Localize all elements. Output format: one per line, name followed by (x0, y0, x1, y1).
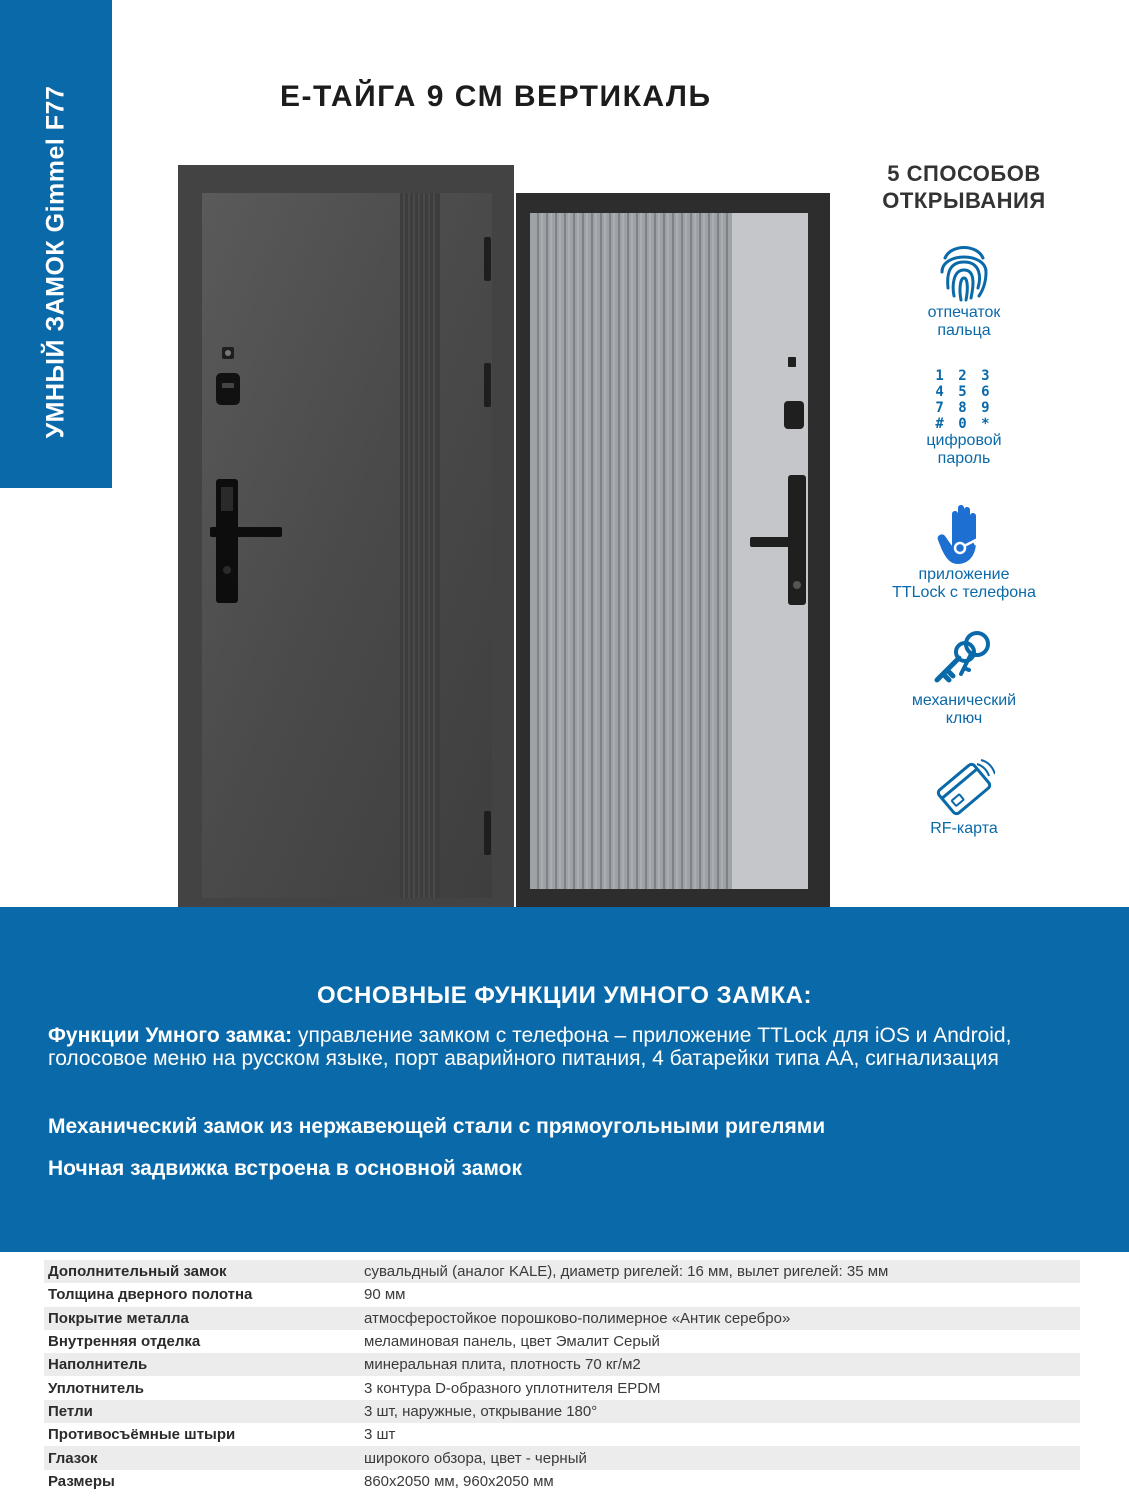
method-label: пароль (937, 450, 991, 467)
method-label: приложение (918, 566, 1010, 583)
spec-label: Дополнительный замок (48, 1263, 227, 1281)
fingerprint-icon (937, 238, 991, 304)
table-row (44, 1446, 1080, 1469)
side-tab (0, 0, 112, 488)
method-label: пальца (937, 322, 991, 339)
method-rf-card (858, 758, 1070, 838)
table-row (44, 1470, 1080, 1493)
inner-door-image (516, 193, 830, 910)
functions-section (0, 907, 1129, 1252)
table-row (44, 1353, 1080, 1376)
table-row (44, 1376, 1080, 1399)
functions-lead: Функции Умного замка: управление замком с телефона – приложение TTLock для iOS и Android, голосовое меню на русском языке, порт аварийного питания, 4 батарейки типа АА, сигнализация (48, 1024, 1012, 1070)
spec-label: Внутренняя отделка (48, 1333, 201, 1351)
method-label: цифровой (926, 432, 1002, 449)
method-label: отпечаток (927, 304, 1001, 321)
spec-value: атмосферостойкое порошково-полимерное «Антик серебро» (364, 1309, 791, 1327)
product-title: Е-ТАЙГА 9 СМ ВЕРТИКАЛЬ (280, 80, 712, 113)
outer-door-image (178, 165, 514, 910)
spec-value: меламиновая панель, цвет Эмалит Серый (364, 1333, 660, 1351)
method-fingerprint (858, 238, 1070, 340)
hand-key-icon (936, 502, 992, 566)
spec-value: 860x2050 мм, 960x2050 мм (364, 1472, 554, 1490)
spec-label: Покрытие металла (48, 1309, 189, 1327)
methods-title: 5 СПОСОБОВ ОТКРЫВАНИЯ (882, 161, 1046, 213)
table-row (44, 1330, 1080, 1353)
specs-table (44, 1260, 1080, 1493)
table-row (44, 1307, 1080, 1330)
functions-night-latch: Ночная задвижка встроена в основной замок (48, 1157, 522, 1180)
method-label: TTLock с телефона (892, 584, 1036, 601)
method-label: ключ (945, 710, 983, 727)
table-row (44, 1283, 1080, 1306)
method-keys (858, 628, 1070, 728)
spec-label: Уплотнитель (48, 1379, 145, 1397)
keypad-icon: 1 2 3 4 5 6 7 8 9 # 0 * (935, 368, 993, 432)
method-label: механический (911, 692, 1017, 709)
spec-value: широкого обзора, цвет - черный (364, 1449, 587, 1467)
method-keypad (858, 368, 1070, 468)
spec-value: 3 шт (364, 1426, 396, 1444)
spec-value: 3 контура D-образного уплотнителя EPDM (364, 1379, 661, 1397)
keys-icon (931, 628, 997, 692)
spec-label: Петли (48, 1402, 93, 1420)
spec-value: минеральная плита, плотность 70 кг/м2 (364, 1356, 641, 1374)
table-row (44, 1423, 1080, 1446)
side-tab-text: УМНЫЙ ЗАМОК Gimmel F77 (41, 85, 70, 439)
spec-label: Глазок (48, 1449, 98, 1467)
functions-title: ОСНОВНЫЕ ФУНКЦИИ УМНОГО ЗАМКА: (317, 982, 812, 1009)
functions-mechanical: Механический замок из нержавеющей стали с прямоугольными ригелями (48, 1115, 826, 1138)
opening-methods (858, 160, 1070, 837)
method-app (858, 502, 1070, 602)
spec-label: Толщина дверного полотна (48, 1286, 253, 1304)
rf-card-icon (933, 758, 995, 820)
spec-value: сувальдный (аналог KALE), диаметр ригелей: 16 мм, вылет ригелей: 35 мм (364, 1263, 889, 1281)
method-label: RF-карта (930, 820, 998, 837)
spec-value: 3 шт, наружные, открывание 180° (364, 1402, 598, 1420)
table-row (44, 1260, 1080, 1283)
spec-label: Наполнитель (48, 1356, 148, 1374)
spec-label: Противосъёмные штыри (48, 1426, 236, 1444)
spec-value: 90 мм (364, 1286, 406, 1304)
spec-label: Размеры (48, 1472, 115, 1490)
table-row (44, 1400, 1080, 1423)
